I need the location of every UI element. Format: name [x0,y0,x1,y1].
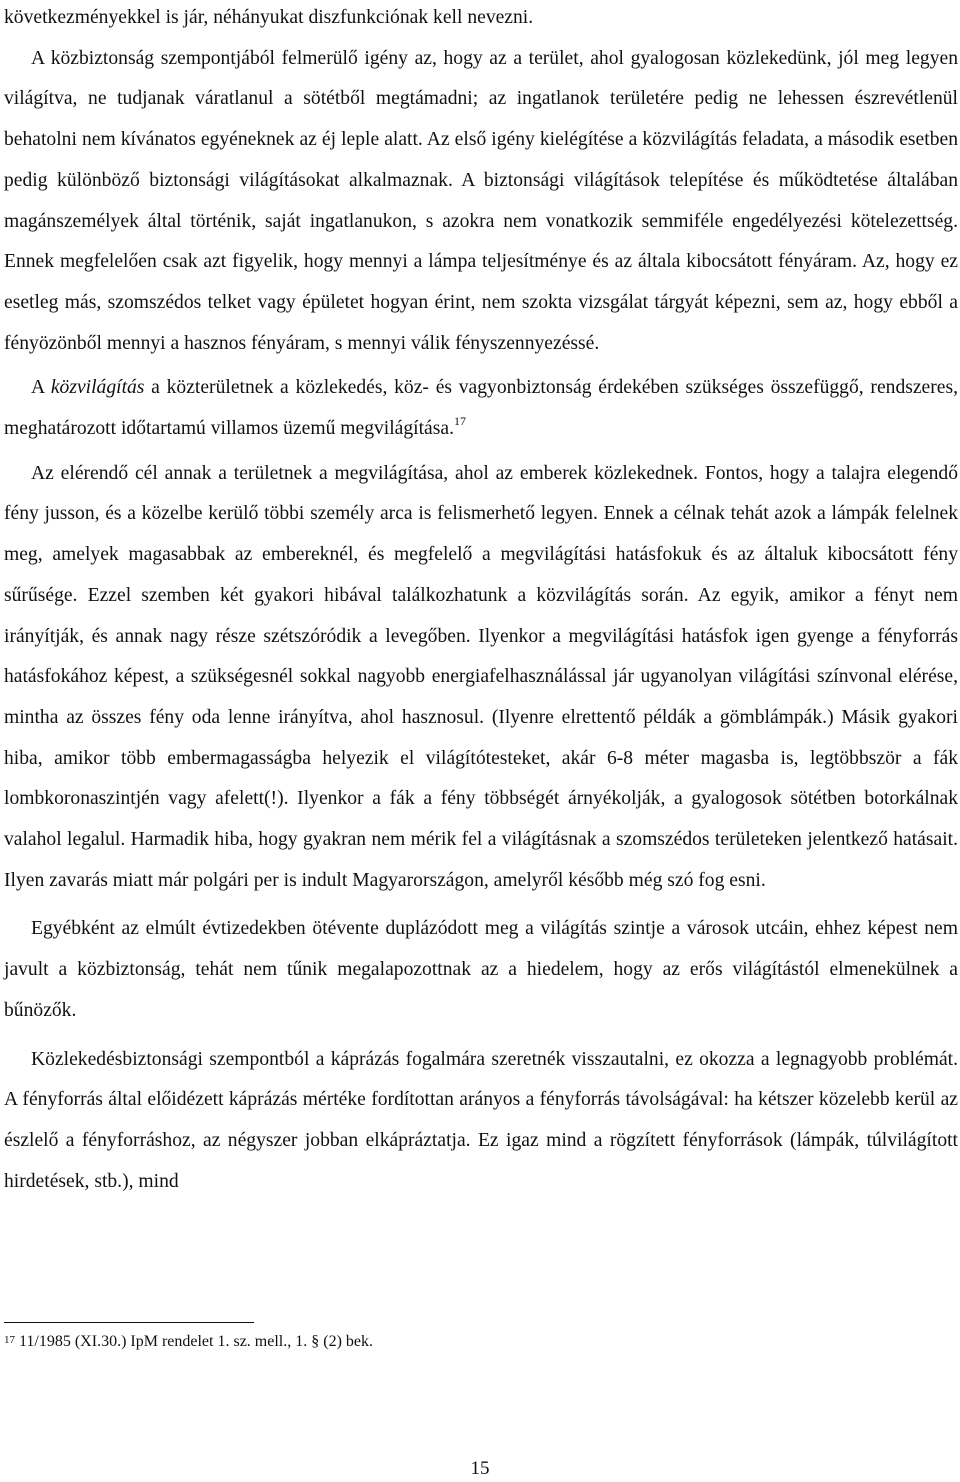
footnote-separator [4,1322,254,1323]
paragraph-public-safety: A közbiztonság szempontjából felmerülő igény az, hogy az a terület, ahol gyalogosan közlekedünk, jól meg legyen világítva, ne tudjanak váratlanul a sötétből megtámadni; az ingatlanok területére pedig ne lehessen észrevétlenül behatolni nem kívánatos egyéneknek az éj leple alatt. Az első igény kielégítése a közvilágítás feladata, a második esetben pedig különböző biztonsági világításokat alkalmaznak. A biztonsági világítások telepítése és működtetése általában magánszemélyek által történik, saját ingatlanukon, s azokra nem vonatkozik semmiféle engedélyezési kötelezettség. Ennek megfelelően csak azt figyelik, hogy mennyi a lámpa teljesítménye és az általa kibocsátott fényáram. Az, hogy ez esetleg más, szomszédos telket vagy épületet hogyan érint, nem szokta vizsgálat tárgyát képezni, sem az, hogy ebből a fényözönből mennyi a hasznos fényáram, s mennyi válik fényszennyezéssé. [4,47,958,354]
paragraph-goal: Az elérendő cél annak a területnek a megvilágítása, ahol az emberek közlekednek. Fontos, hogy a talajra elegendő fény jusson, és a közelbe kerülő többi személy arca is felismerhető legyen. Ennek a célnak tehát azok a lámpák felelnek meg, amelyek magasabbak az embereknél, és megfelelő a megvilágítási hatásfokuk és az általuk kibocsátott fény sűrűsége. Ezzel szemben két gyakori hibával találkozhatunk a közvilágítás során. Az egyik, amikor a fényt nem irányítják, és annak nagy része szétszóródik a levegőben. Ilyenkor a megvilágítási hatásfok igen gyenge a fényforrás hatásfokához képest, a szükségesnél sokkal nagyobb energiafelhasználással jár ugyanolyan világítási színvonal elérése, mintha az összes fény oda lenne irányítva, ahol hasznosul. (Ilyenre elrettentő példák a gömblámpák.) Másik gyakori hiba, amikor több embermagasságba helyezik el világítótesteket, akár 6-8 méter magasba is, legtöbbször a fák lombkoronaszintjén vagy afelett(!). Ilyenkor a fák a fény többségét árnyékolják, a gyalogosok sötétben botorkálnak valahol legalul. Harmadik hiba, hogy gyakran nem mérik fel a világításnak a szomszédos területeken jelentkező hatásait. Ilyen zavarás miatt már polgári per is indult Magyarországon, amelyről később még szó fog esni. [4,462,958,891]
page-number: 15 [470,1458,490,1479]
definition-lead: A [31,377,51,399]
definition-body: a közterületnek a közlekedés, köz- és vagyonbiztonság érdekében szükséges összefüggő, rendszeres, meghatározott időtartamú villamos üzemű megvilágítása. [4,377,959,440]
paragraph-continuation: következményekkel is jár, néhányukat diszfunkciónak kell nevezni. [4,7,534,28]
footnote-text: 11/1985 (XI.30.) IpM rendelet 1. sz. mell., 1. § (2) bek. [19,1333,373,1350]
paragraph-glare: Közlekedésbiztonsági szempontból a káprázás fogalmára szeretnék visszautalni, ez okozza a legnagyobb problémát. A fényforrás által előidézett káprázás mértéke fordítottan arányos a fényforrás távolságával: ha kétszer közelebb kerül az észlelő a fényforráshoz, az négyszer jobban elkápráztatja. Ez igaz mind a rögzített fényforrások (lámpák, túlvilágított hirdetések, stb.), mind [4,1048,958,1192]
footnote-reference[interactable]: 17 [453,414,466,429]
defined-term: közvilágítás [50,377,145,399]
paragraph-definition [4,368,958,449]
footnote-number: 17 [4,1334,15,1346]
footnote [4,1328,904,1354]
body-text [4,0,958,1202]
paragraph-lighting-level: Egyébként az elmúlt évtizedekben ötévente duplázódott meg a világítás szintje a városok utcáin, ehhez képest nem javult a közbiztonság, tehát nem tűnik megalapozottnak az a hiedelem, hogy az erős világítástól elmenekülnek a bűnözők. [4,918,958,1021]
